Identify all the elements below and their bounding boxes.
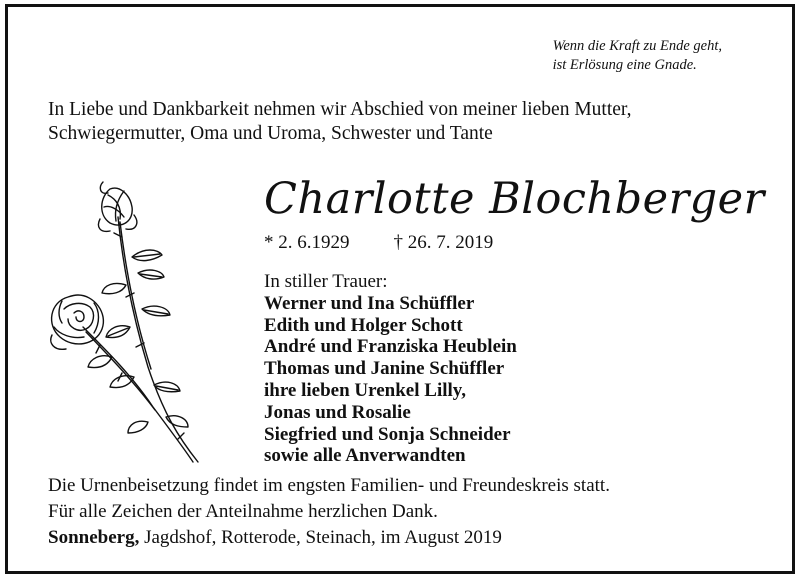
closing-text (48, 473, 610, 551)
quote-line-2: ist Erlösung eine Gnade. (552, 57, 697, 73)
epigraph-quote (553, 37, 722, 75)
mourner-name: sowie alle Anverwandten (264, 445, 466, 467)
closing-location-line (48, 525, 610, 551)
mourner-name: Thomas und Janine Schüffler (264, 358, 505, 380)
mourner-name: Edith und Holger Schott (264, 314, 463, 336)
intro-line-2: Schwiegermutter, Oma und Uroma, Schwester und Tante (48, 123, 493, 144)
intro-line-1: In Liebe und Dankbarkeit nehmen wir Abschied von meiner lieben Mutter, (48, 99, 632, 120)
mourner-name: Siegfried und Sonja Schneider (264, 423, 511, 445)
deceased-name: Charlotte Blochberger (264, 174, 765, 224)
obituary-notice (5, 4, 795, 574)
life-dates (264, 231, 493, 255)
death-date: † 26. 7. 2019 (393, 232, 494, 253)
rose-illustration-icon (38, 177, 213, 467)
closing-place-rest: Jagdshof, Rotterode, Steinach, im August 2019 (139, 527, 502, 548)
mourner-name: Jonas und Rosalie (264, 401, 411, 423)
mourner-name: Werner und Ina Schüffler (264, 292, 475, 314)
mourners-list (264, 271, 517, 467)
birth-date: * 2. 6.1929 (264, 232, 350, 253)
intro-text (48, 98, 632, 146)
mourners-heading: In stiller Trauer: (264, 271, 388, 292)
closing-line-1: Die Urnenbeisetzung findet im engsten Familien- und Freundeskreis statt. (48, 475, 610, 496)
mourner-name: ihre lieben Urenkel Lilly, (264, 379, 466, 401)
quote-line-1: Wenn die Kraft zu Ende geht, (552, 38, 722, 54)
mourner-name: André und Franziska Heublein (264, 336, 517, 358)
closing-place: Sonneberg, (48, 527, 140, 548)
closing-line-2: Für alle Zeichen der Anteilnahme herzlichen Dank. (48, 501, 438, 522)
